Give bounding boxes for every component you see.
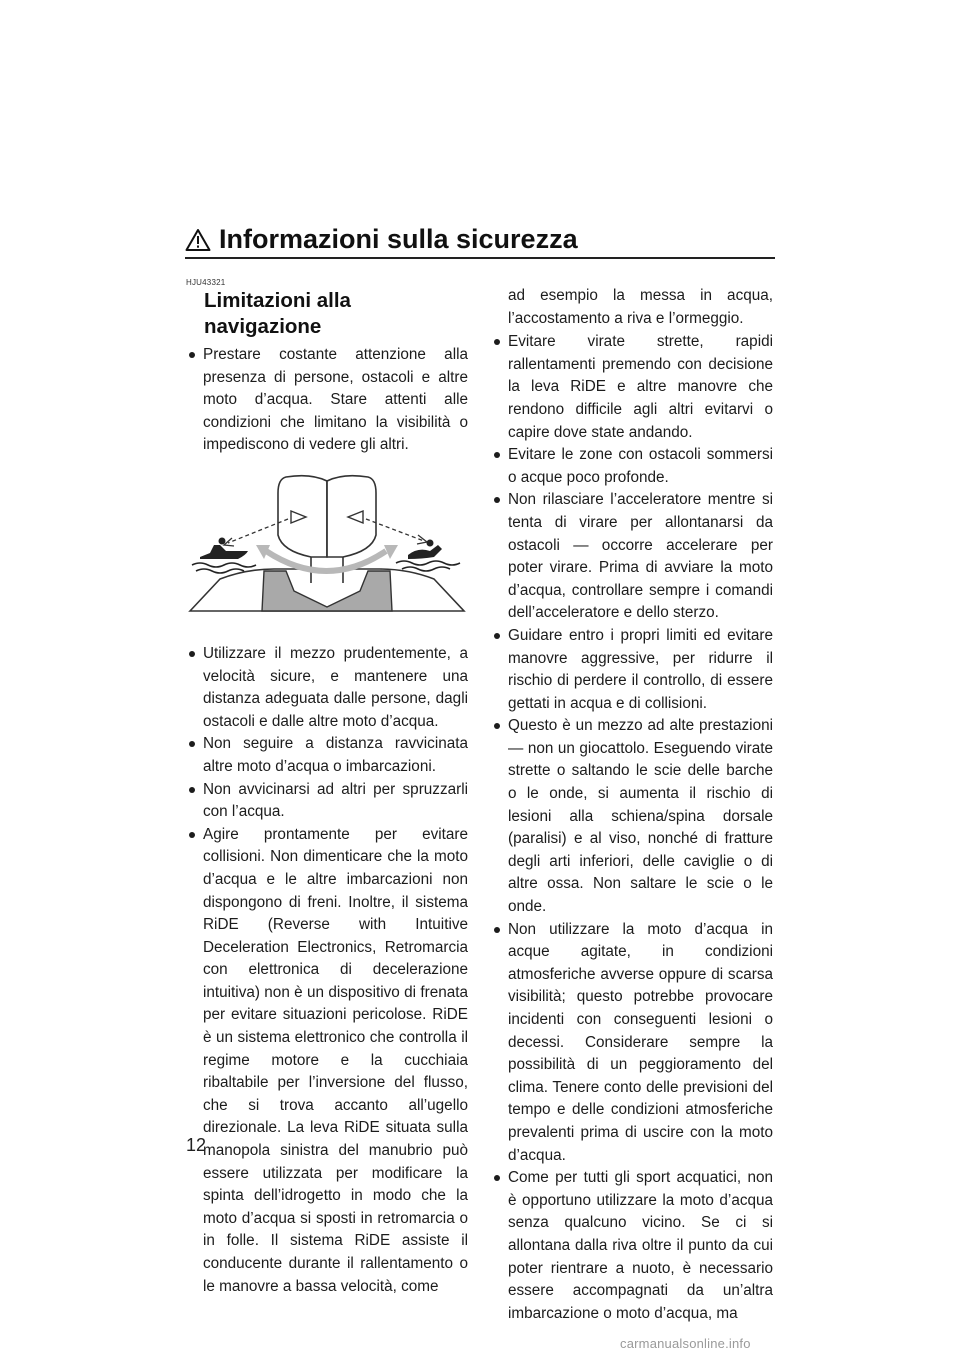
watermark: carmanualsonline.info: [620, 1336, 751, 1351]
list-item: Non avvicinarsi ad altri per spruzzarli con l’acqua.: [186, 779, 468, 824]
header-rule: [185, 257, 775, 259]
page-header: [185, 222, 775, 262]
right-list: [491, 331, 773, 1325]
list-item: Come per tutti gli sport acquatici, non è opportuno utilizzare la moto d’acqua senza qualcuno vicino. Se ci si allontana dalla riva oltre il punto da cui poter rientrare a nuoto, è necessario essere accompagnati da un’altra imbarcazione o moto d’acqua, ma: [491, 1167, 773, 1325]
page-number: 12: [186, 1135, 207, 1155]
list-item: Questo è un mezzo ad alte prestazioni — non un giocattolo. Eseguendo virate strette o saltando le scie delle barche o le onde, si aumenta il rischio di lesioni alla schiena/spina dorsale (paralisi) e al viso, nonché di fratture degli arti inferiori, delle caviglie o di altre ossa. Non saltare le scie o le onde.: [491, 715, 773, 918]
personal-watercraft-icon: [192, 537, 256, 573]
list-item: Non utilizzare la moto d’acqua in acque agitate, in condizioni atmosferiche avverse oppure di scarsa visibilità; questo potrebbe provocare incidenti con conseguenti lesioni o decessi. Considerare sempre la possibilità di un peggioramento del clima. Tenere conto delle previsioni del tempo e delle condizioni atmosferiche prevalenti prima di uscire con la moto d’acqua.: [491, 919, 773, 1168]
left-list-top: [186, 344, 468, 457]
warning-triangle-icon: [185, 228, 211, 252]
list-item: Utilizzare il mezzo prudentemente, a velocità sicure, e mantenere una distanza adeguata dalle persone, dagli ostacoli e dalle altre moto d’acqua.: [186, 643, 468, 733]
list-item: Evitare le zone con ostacoli sommersi o acque poco profonde.: [491, 444, 773, 489]
section-title: Limitazioni alla navigazione: [204, 289, 351, 338]
header-title-group: [185, 224, 578, 255]
left-list-bottom: [186, 643, 468, 1298]
list-item: Prestare costante attenzione alla presenza di persone, ostacoli e altre moto d’acqua. Stare attenti alle condizioni che limitano la visibilità o impediscono di vedere gli altri.: [186, 344, 468, 457]
continued-paragraph: ad esempio la messa in acqua, l’accostamento a riva e l’ormeggio.: [508, 287, 773, 327]
swimmer-icon: [396, 539, 460, 571]
rider-torso: [190, 569, 464, 611]
list-item: Non rilasciare l’acceleratore mentre si tenta di virare per allontanarsi da ostacoli — occorre accelerare per poter virare. Prima di avviare la moto d’acqua, controllare sempre i comandi dell’acceleratore e dello sterzo.: [491, 489, 773, 625]
list-item: Guidare entro i propri limiti ed evitare manovre aggressive, per ridurre il rischio di perdere il controllo, di essere gettati in acqua e di collisioni.: [491, 625, 773, 715]
left-column: [186, 278, 468, 1298]
section-code: HJU43321: [186, 278, 226, 287]
header-title: Informazioni sulla sicurezza: [219, 224, 578, 254]
list-item: Agire prontamente per evitare collisioni. Non dimenticare che la moto d’acqua e le altre imbarcazioni non dispongono di freni. Inoltre, il sistema RiDE (Reverse with Intuitive Deceleration Electronics, Retromarcia con elettronica di decelerazione intuitiva) non è un dispositivo di frenata per evitare situazioni pericolose. RiDE è un sistema elettronico che controlla il regime motore e la cucchiaia ribaltabile per l’inversione del flusso, che si trova accanto all’ugello direzionale. La leva RiDE situata sulla manopola sinistra del manubrio può essere utilizzata per modificare la spinta dell’idrogetto in modo che la moto d’acqua si sposti in retromarcia o in folle. Il sistema RiDE assiste il conducente durante il rallentamento o le manovre a bassa velocità, come: [186, 824, 468, 1298]
right-column: [491, 285, 773, 1325]
list-item: Evitare virate strette, rapidi rallentamenti premendo con decisione la leva RiDE e altre manovre che rendono difficile agli altri evitarvi o capire dove state andando.: [491, 331, 773, 444]
visibility-illustration: [186, 471, 468, 621]
list-item: Non seguire a distanza ravvicinata altre moto d’acqua o imbarcazioni.: [186, 733, 468, 778]
